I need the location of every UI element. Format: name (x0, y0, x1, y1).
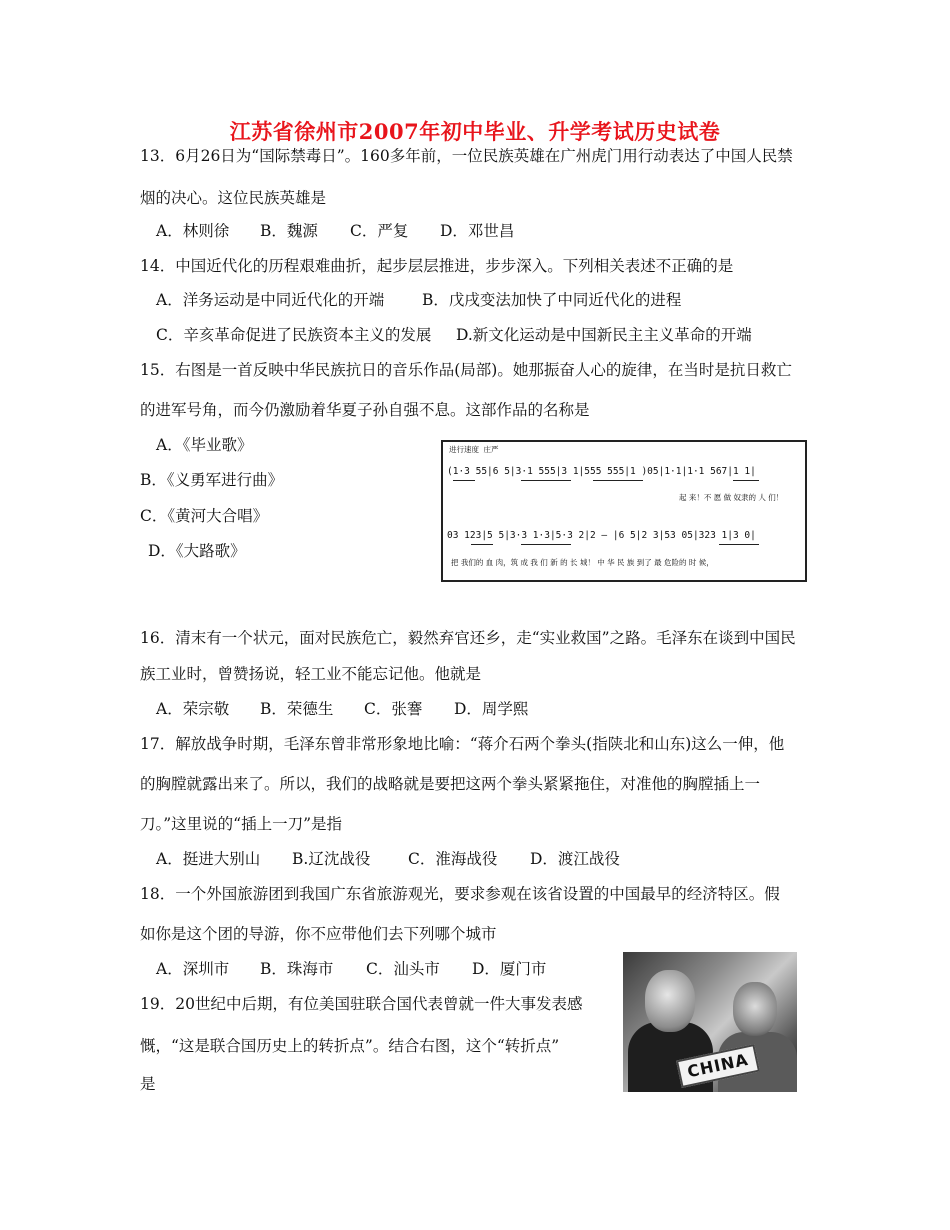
q13-option-b[interactable]: B．魏源 (260, 222, 318, 240)
q18-stem-line1: 18．一个外国旅游团到我国广东省旅游观光，要求参观在该省设置的中国最早的经济特区。假 (140, 885, 780, 903)
score-notes-row1: (1·3 55|6 5|3·1 555|3 1|555 555|1 )05|1·1|1·1 567|1 1| (447, 466, 756, 477)
q13-option-a[interactable]: A．林则徐 (156, 222, 230, 240)
score-tempo-mark: 进行速度 庄严 (449, 445, 499, 454)
score-beam (719, 544, 759, 545)
un-delegation-photo (623, 952, 797, 1092)
q16-options (156, 699, 528, 719)
q15-option-d[interactable]: D．《大路歌》 (148, 542, 246, 560)
photo-face-right (733, 982, 777, 1036)
q17-stem-line1: 17．解放战争时期，毛泽东曾非常形象地比喻：“蒋介石两个拳头(指陕北和山东)这么一伸，他 (140, 735, 785, 753)
q18-option-d[interactable]: D．厦门市 (472, 960, 547, 978)
q18-option-a[interactable]: A．深圳市 (156, 960, 230, 978)
page-title: 江苏省徐州市2007年初中毕业、升学考试历史试卷 (229, 119, 721, 144)
q18-option-b[interactable]: B．珠海市 (260, 960, 334, 978)
q19-stem-line1: 19．20世纪中后期，有位美国驻联合国代表曾就一件大事发表感 (140, 995, 583, 1013)
score-lyrics-row1: 起 来！不 愿 做 奴隶的 人 们！ (679, 493, 784, 502)
q18-option-c[interactable]: C．汕头市 (366, 960, 440, 978)
q16-option-b[interactable]: B．荣德生 (260, 700, 334, 718)
q14-option-d[interactable]: D.新文化运动是中国新民主主义革命的开端 (456, 326, 752, 344)
q18-options (156, 959, 546, 979)
q13-stem-line2: 烟的决心。这位民族英雄是 (140, 189, 327, 207)
score-beam (733, 480, 759, 481)
q15-stem-line2: 的进军号角，而今仍激励着华夏子孙自强不息。这部作品的名称是 (140, 401, 590, 419)
q19-stem-line2: 慨，“这是联合国历史上的转折点”。结合右图，这个“转折点” (140, 1037, 560, 1055)
q13-options (156, 221, 514, 241)
q15-stem-line1: 15．右图是一首反映中华民族抗日的音乐作品(局部)。她那振奋人心的旋律，在当时是抗日救亡 (140, 361, 792, 379)
q13-option-c[interactable]: C．严复 (350, 222, 409, 240)
score-notes-row2: 03 123|5 5|3·3 1·3|5·3 2|2 – |6 5|2 3|53 05|323 1|3 0| (447, 530, 756, 541)
q15-option-c[interactable]: C．《黄河大合唱》 (140, 507, 269, 525)
q18-stem-line2: 如你是这个团的导游，你不应带他们去下列哪个城市 (140, 925, 497, 943)
photo-face-left (645, 970, 695, 1032)
q15-option-a[interactable]: A．《毕业歌》 (156, 436, 253, 454)
music-score-figure (441, 440, 807, 582)
q16-option-d[interactable]: D．周学熙 (454, 700, 529, 718)
score-beam (471, 544, 493, 545)
q14-option-a[interactable]: A．洋务运动是中同近代化的开端 (156, 291, 385, 309)
q17-stem-line3: 刀。”这里说的“插上一刀”是指 (140, 815, 343, 833)
china-nameplate: CHINA (676, 1044, 760, 1088)
score-beam (453, 480, 475, 481)
q14-option-c[interactable]: C．辛亥革命促进了民族资本主义的发展 (156, 326, 432, 344)
q19-stem-line3: 是 (140, 1075, 156, 1093)
q14-options-row2 (156, 325, 752, 345)
score-beam (521, 544, 571, 545)
q13-stem-line1: 13．6月26日为“国际禁毒日”。160多年前，一位民族英雄在广州虎门用行动表达了中国人民禁 (140, 147, 793, 165)
q17-option-a[interactable]: A．挺进大别山 (156, 850, 261, 868)
q15-option-b[interactable]: B．《义勇军进行曲》 (140, 471, 284, 489)
q14-stem-line1: 14．中国近代化的历程艰难曲折，起步层层推进，步步深入。下列相关表述不正确的是 (140, 257, 734, 275)
q13-option-d[interactable]: D．邓世昌 (440, 222, 515, 240)
q16-option-c[interactable]: C．张謇 (364, 700, 423, 718)
q17-option-b[interactable]: B.辽沈战役 (292, 850, 371, 868)
q17-option-c[interactable]: C．淮海战役 (408, 850, 498, 868)
score-lyrics-row2: 把 我们的 血 肉，筑 成 我 们 新 的 长 城！ 中 华 民 族 到了 最 危险的 时 候， (451, 558, 714, 567)
q14-options-row1 (156, 290, 681, 310)
score-beam (521, 480, 571, 481)
q17-stem-line2: 的胸膛就露出来了。所以，我们的战略就是要把这两个拳头紧紧拖住，对准他的胸膛插上一 (140, 775, 761, 793)
q17-option-d[interactable]: D．渡江战役 (530, 850, 620, 868)
q16-option-a[interactable]: A．荣宗敬 (156, 700, 230, 718)
q17-options (156, 849, 620, 869)
q14-option-b[interactable]: B．戊戌变法加快了中同近代化的进程 (422, 291, 682, 309)
q16-stem-line1: 16．清末有一个状元，面对民族危亡，毅然弃官还乡，走“实业救国”之路。毛泽东在谈到中国民 (140, 629, 796, 647)
score-beam (593, 480, 643, 481)
q16-stem-line2: 族工业时，曾赞扬说，轻工业不能忘记他。他就是 (140, 665, 482, 683)
